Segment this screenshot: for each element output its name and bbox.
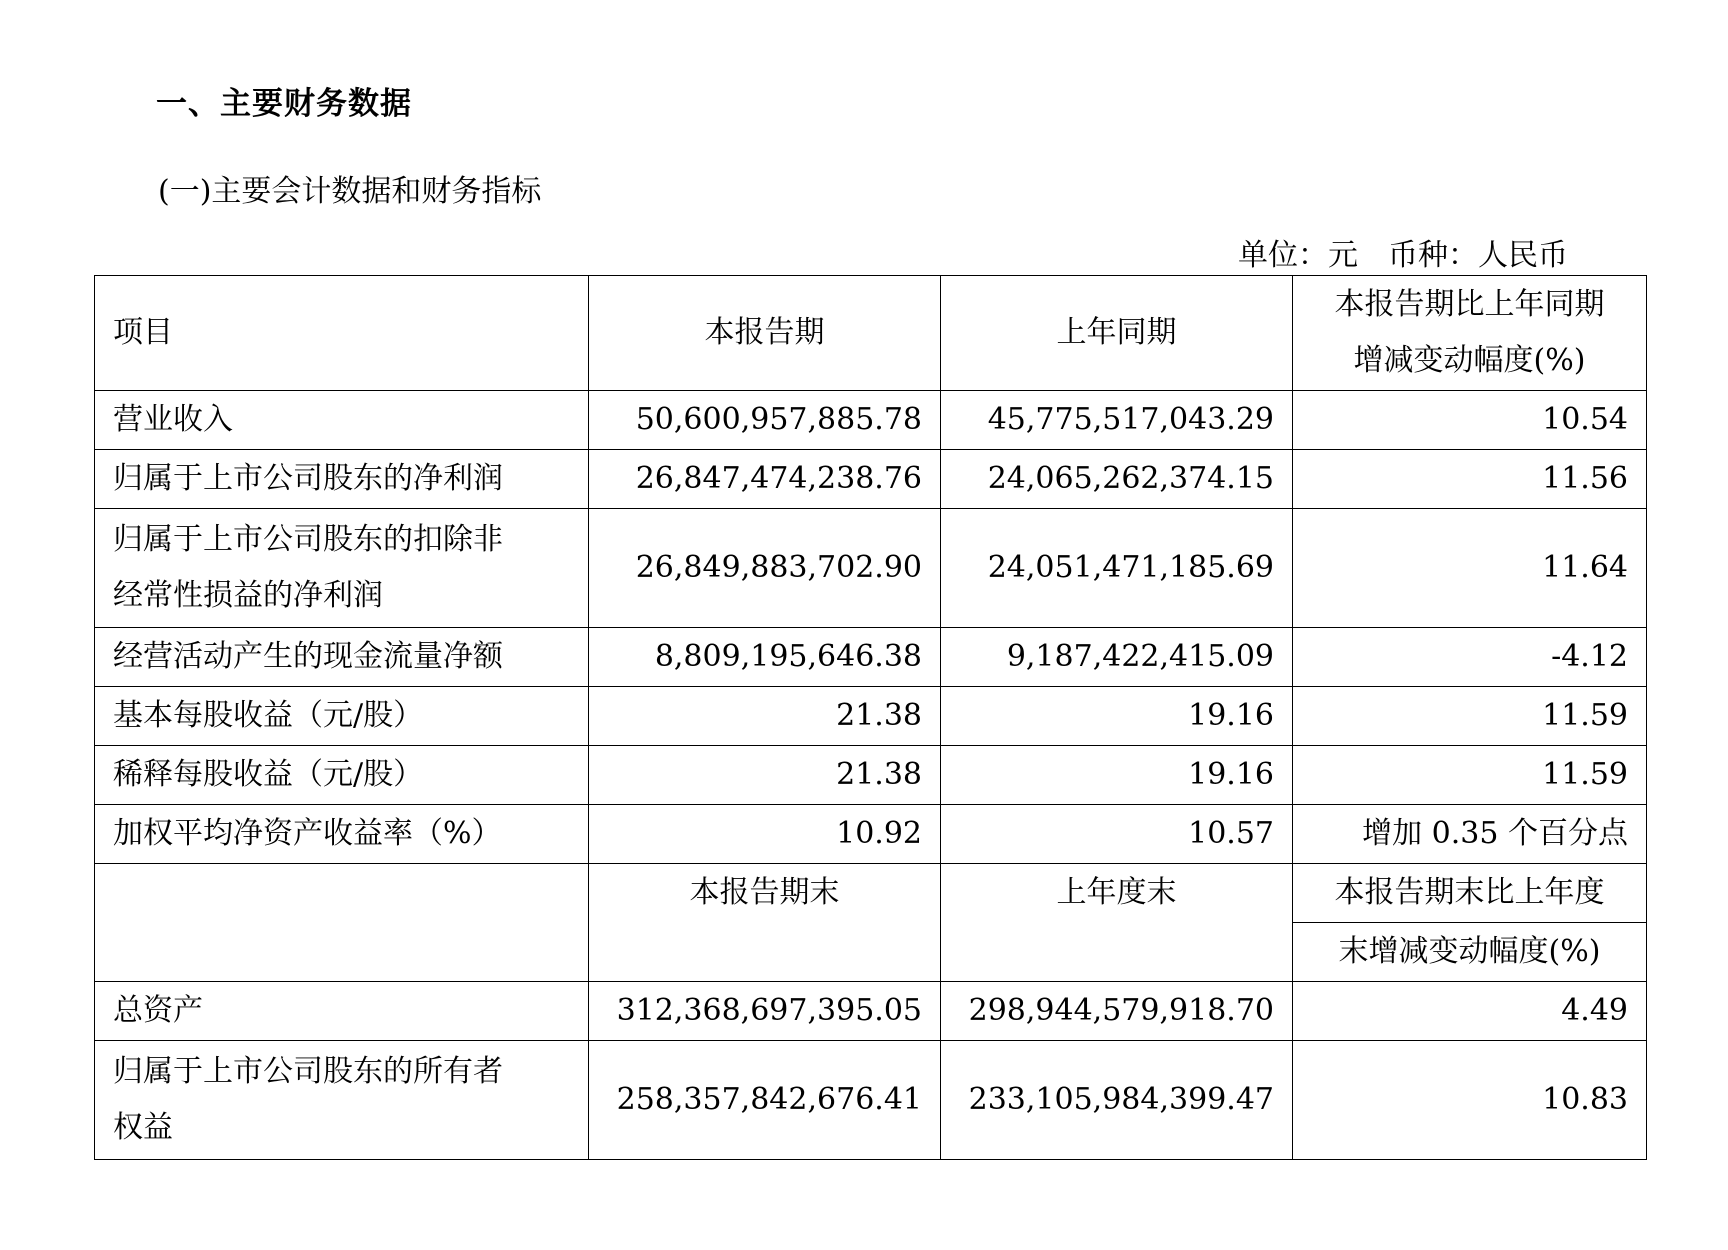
row-current: 8,809,195,646.38 [589, 628, 941, 687]
period-end-header-current-cont [589, 923, 941, 982]
section-heading: 一、主要财务数据 [156, 86, 412, 122]
row-prior: 24,051,471,185.69 [941, 509, 1293, 628]
row-prior: 10.57 [941, 805, 1293, 864]
row-prior: 19.16 [941, 746, 1293, 805]
table-header-row [95, 276, 1647, 391]
row-label: 经营活动产生的现金流量净额 [95, 628, 589, 687]
period-end-header-row [95, 864, 1647, 923]
period-end-header-item [95, 864, 589, 923]
period-end-header-prior: 上年度末 [941, 864, 1293, 923]
row-current: 258,357,842,676.41 [589, 1041, 941, 1160]
row-label-line1: 归属于上市公司股东的扣除非 [113, 522, 503, 557]
header-item: 项目 [95, 276, 589, 391]
row-change: 增加 0.35 个百分点 [1293, 805, 1647, 864]
table-row [95, 450, 1647, 509]
row-label-line2: 经常性损益的净利润 [113, 578, 383, 613]
header-change [1293, 276, 1647, 391]
period-end-header-change-line1: 本报告期末比上年度 [1293, 864, 1647, 923]
row-current: 50,600,957,885.78 [589, 391, 941, 450]
header-prior-period: 上年同期 [941, 276, 1293, 391]
row-label-line2: 权益 [113, 1110, 173, 1145]
row-prior: 45,775,517,043.29 [941, 391, 1293, 450]
row-label: 稀释每股收益（元/股） [95, 746, 589, 805]
row-prior: 9,187,422,415.09 [941, 628, 1293, 687]
header-change-line1: 本报告期比上年同期 [1334, 287, 1605, 322]
row-change: 10.54 [1293, 391, 1647, 450]
period-end-header-change-line2: 末增减变动幅度(%) [1293, 923, 1647, 982]
period-end-header-current: 本报告期末 [589, 864, 941, 923]
row-prior: 298,944,579,918.70 [941, 982, 1293, 1041]
row-prior: 19.16 [941, 687, 1293, 746]
row-label [95, 1041, 589, 1160]
table-row [95, 509, 1647, 628]
row-current: 21.38 [589, 746, 941, 805]
table-row [95, 805, 1647, 864]
row-current: 312,368,697,395.05 [589, 982, 941, 1041]
unit-currency-note: 单位：元 币种：人民币 [1238, 238, 1568, 273]
header-change-line2: 增减变动幅度(%) [1353, 343, 1586, 378]
table-row [95, 391, 1647, 450]
table-row [95, 628, 1647, 687]
row-current: 10.92 [589, 805, 941, 864]
financial-data-table [94, 275, 1647, 1160]
table-row [95, 687, 1647, 746]
row-label: 总资产 [95, 982, 589, 1041]
row-current: 26,849,883,702.90 [589, 509, 941, 628]
row-change: -4.12 [1293, 628, 1647, 687]
period-end-header-prior-cont [941, 923, 1293, 982]
row-prior: 233,105,984,399.47 [941, 1041, 1293, 1160]
row-current: 26,847,474,238.76 [589, 450, 941, 509]
row-label: 加权平均净资产收益率（%） [95, 805, 589, 864]
row-change: 10.83 [1293, 1041, 1647, 1160]
table-row [95, 746, 1647, 805]
row-change: 11.59 [1293, 746, 1647, 805]
table-row [95, 1041, 1647, 1160]
row-label-line1: 归属于上市公司股东的所有者 [113, 1054, 503, 1089]
period-end-header-item-cont [95, 923, 589, 982]
table-row [95, 982, 1647, 1041]
row-change: 11.64 [1293, 509, 1647, 628]
row-change: 11.59 [1293, 687, 1647, 746]
row-current: 21.38 [589, 687, 941, 746]
row-prior: 24,065,262,374.15 [941, 450, 1293, 509]
row-label: 营业收入 [95, 391, 589, 450]
header-current-period: 本报告期 [589, 276, 941, 391]
row-change: 4.49 [1293, 982, 1647, 1041]
row-label: 归属于上市公司股东的净利润 [95, 450, 589, 509]
row-change: 11.56 [1293, 450, 1647, 509]
subsection-heading: (一)主要会计数据和财务指标 [158, 174, 542, 209]
period-end-header-row-2 [95, 923, 1647, 982]
row-label [95, 509, 589, 628]
row-label: 基本每股收益（元/股） [95, 687, 589, 746]
